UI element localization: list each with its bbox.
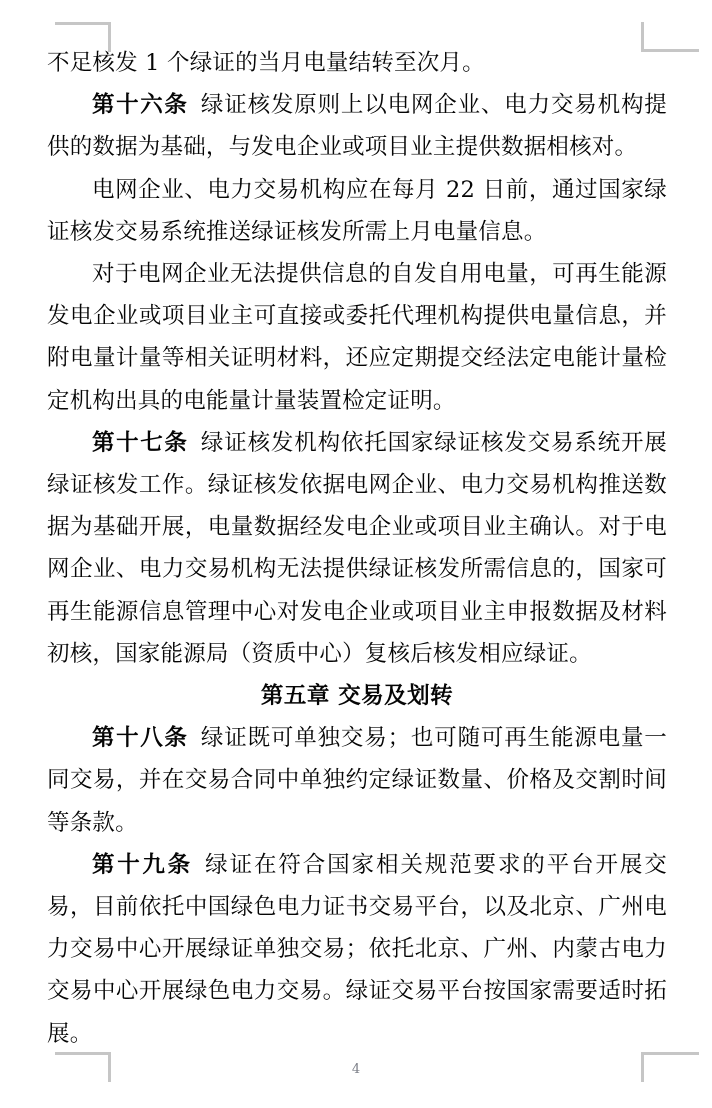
paragraph-self-use — [47, 253, 667, 422]
paragraph-grid-push — [47, 169, 667, 253]
paragraph-text: 绿证核发机构依托国家绿证核发交易系统开展绿证核发工作。绿证核发依据电网企业、电力交易机构推送数据为基础开展，电量数据经发电企业或项目业主确认。对于电网企业、电力交易机构无法提供绿证核发所需信息的，国家可再生能源信息管理中心对发电企业或项目业主申报数据及材料初核，国家能源局（资质中心）复核后核发相应绿证。 — [47, 429, 667, 667]
paragraph-text: 绿证核发原则上以电网企业、电力交易机构提供的数据为基础，与发电企业或项目业主提供数据相核对。 — [47, 92, 667, 161]
chapter-heading-5: 第五章 交易及划转 — [260, 683, 454, 710]
paragraph-text: 不足核发 1 个绿证的当月电量结转至次月。 — [47, 50, 485, 76]
article-number-label: 第十七条 — [92, 429, 189, 456]
paragraph-text: 电网企业、电力交易机构应在每月 22 日前，通过国家绿证核发交易系统推送绿证核发所需上月电量信息。 — [47, 176, 667, 245]
document-body — [47, 42, 667, 1055]
paragraph-article-19 — [47, 844, 667, 1055]
crop-mark-horizontal-line — [55, 22, 111, 25]
paragraph-article-18 — [47, 717, 667, 844]
article-number-label: 第十六条 — [92, 92, 189, 119]
paragraph-text: 绿证在符合国家相关规范要求的平台开展交易，目前依托中国绿色电力证书交易平台，以及北京、广州电力交易中心开展绿证单独交易；依托北京、广州、内蒙古电力交易中心开展绿色电力交易。绿证交易平台按国家需要适时拓展。 — [47, 851, 667, 1047]
paragraph-article-17 — [47, 422, 667, 675]
article-number-label: 第十八条 — [92, 725, 189, 752]
paragraph-text: 对于电网企业无法提供信息的自发自用电量，可再生能源发电企业或项目业主可直接或委托代理机构提供电量信息，并附电量计量等相关证明材料，还应定期提交经法定电能计量检定机构出具的电能量计量装置检定证明。 — [47, 261, 667, 414]
paragraph-text: 绿证既可单独交易；也可随可再生能源电量一同交易，并在交易合同中单独约定绿证数量、价格及交割时间等条款。 — [47, 725, 667, 836]
page-number: 4 — [351, 1062, 361, 1077]
paragraph-article-16 — [47, 84, 667, 168]
article-number-label: 第十九条 — [92, 851, 193, 878]
paragraph-carryover — [47, 42, 667, 84]
